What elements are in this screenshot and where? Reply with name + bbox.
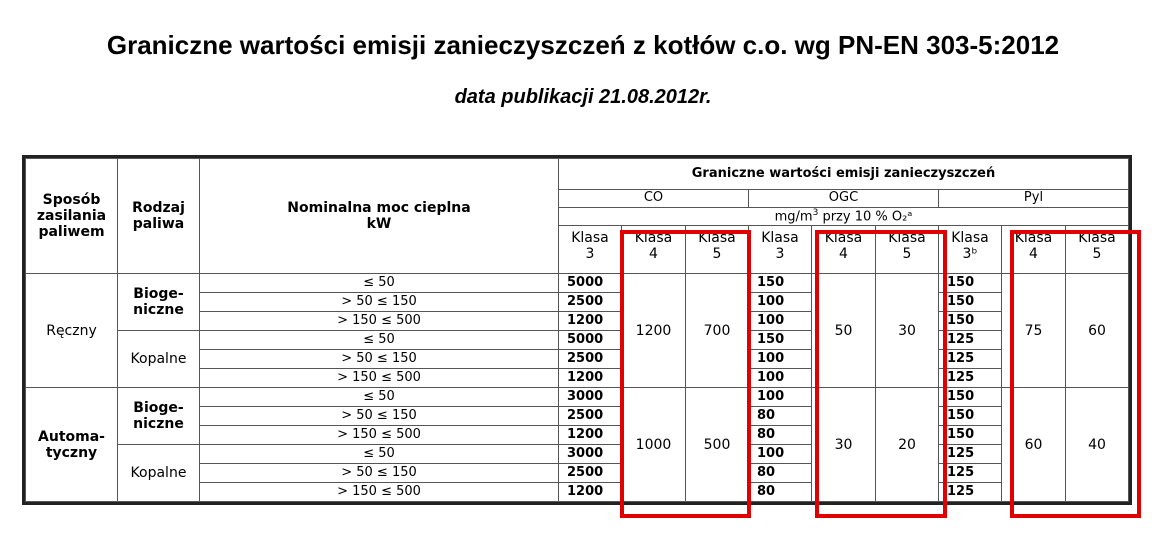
header-co-klasa4: Klasa 4	[622, 226, 686, 274]
header-sposob: Sposób zasilania paliwem	[26, 159, 118, 274]
pyl-klasa3b-value: 150	[939, 274, 1002, 293]
co-klasa4-value: 1200	[622, 274, 686, 388]
co-klasa3-value: 1200	[559, 369, 622, 388]
table-row	[26, 445, 1129, 464]
co-klasa3-value: 1200	[559, 483, 622, 502]
pyl-klasa3b-value: 150	[939, 407, 1002, 426]
co-klasa3-value: 3000	[559, 445, 622, 464]
moc-value: ≤ 50	[200, 445, 559, 464]
pyl-klasa3b-value: 150	[939, 388, 1002, 407]
ogc-klasa3-value: 80	[749, 426, 812, 445]
pyl-klasa3b-value: 150	[939, 293, 1002, 312]
ogc-klasa3-value: 100	[749, 369, 812, 388]
moc-value: ≤ 50	[200, 331, 559, 350]
header-rodzaj: Rodzaj paliwa	[118, 159, 200, 274]
emission-limits-table	[25, 158, 1129, 502]
header-ogc-klasa4: Klasa 4	[812, 226, 876, 274]
header-pyl-klasa3b: Klasa 3ᵇ	[939, 226, 1002, 274]
header-pyl: Pyl	[939, 190, 1129, 208]
pyl-klasa5-value: 40	[1066, 388, 1129, 502]
moc-value: ≤ 50	[200, 274, 559, 293]
moc-value: > 150 ≤ 500	[200, 483, 559, 502]
page-title: Graniczne wartości emisji zanieczyszczeń z kotłów c.o. wg PN-EN 303-5:2012	[106, 30, 1060, 60]
co-klasa3-value: 2500	[559, 350, 622, 369]
rodzaj-biogeniczne: Bioge- niczne	[118, 388, 200, 445]
header-moc: Nominalna moc cieplna kW	[200, 159, 559, 274]
emission-table-frame	[22, 155, 1132, 505]
ogc-klasa3-value: 80	[749, 407, 812, 426]
co-klasa3-value: 2500	[559, 293, 622, 312]
moc-value: > 150 ≤ 500	[200, 369, 559, 388]
header-pyl-klasa4: Klasa 4	[1002, 226, 1066, 274]
pyl-klasa3b-value: 125	[939, 369, 1002, 388]
pyl-klasa3b-value: 125	[939, 483, 1002, 502]
pyl-klasa4-value: 60	[1002, 388, 1066, 502]
pyl-klasa5-value: 60	[1066, 274, 1129, 388]
sposob-automatyczny: Automa- tyczny	[26, 388, 118, 502]
pyl-klasa4-value: 75	[1002, 274, 1066, 388]
table-row	[26, 274, 1129, 293]
co-klasa3-value: 2500	[559, 464, 622, 483]
co-klasa3-value: 5000	[559, 274, 622, 293]
rodzaj-kopalne: Kopalne	[118, 445, 200, 502]
table-row	[26, 331, 1129, 350]
table-row	[26, 388, 1129, 407]
moc-value: > 150 ≤ 500	[200, 312, 559, 331]
pyl-klasa3b-value: 150	[939, 426, 1002, 445]
pyl-klasa3b-value: 125	[939, 445, 1002, 464]
ogc-klasa3-value: 100	[749, 350, 812, 369]
co-klasa5-value: 700	[686, 274, 749, 388]
page-subtitle: data publikacji 21.08.2012r.	[454, 86, 712, 108]
co-klasa3-value: 1200	[559, 312, 622, 331]
co-klasa3-value: 2500	[559, 407, 622, 426]
header-pyl-klasa5: Klasa 5	[1066, 226, 1129, 274]
pyl-klasa3b-value: 125	[939, 464, 1002, 483]
moc-value: > 50 ≤ 150	[200, 464, 559, 483]
ogc-klasa4-value: 30	[812, 388, 876, 502]
moc-value: ≤ 50	[200, 388, 559, 407]
ogc-klasa3-value: 100	[749, 388, 812, 407]
ogc-klasa3-value: 100	[749, 312, 812, 331]
ogc-klasa3-value: 80	[749, 483, 812, 502]
co-klasa3-value: 3000	[559, 388, 622, 407]
header-graniczne: Graniczne wartości emisji zanieczyszczeń	[559, 159, 1129, 190]
header-ogc-klasa5: Klasa 5	[876, 226, 939, 274]
moc-value: > 50 ≤ 150	[200, 350, 559, 369]
rodzaj-kopalne: Kopalne	[118, 331, 200, 388]
co-klasa5-value: 500	[686, 388, 749, 502]
ogc-klasa5-value: 20	[876, 388, 939, 502]
ogc-klasa3-value: 100	[749, 445, 812, 464]
header-unit: $mg/m^3$ przy 10 % O₂ᵃ	[559, 208, 1129, 226]
ogc-klasa3-value: 80	[749, 464, 812, 483]
pyl-klasa3b-value: 125	[939, 350, 1002, 369]
rodzaj-biogeniczne: Bioge- niczne	[118, 274, 200, 331]
header-co: CO	[559, 190, 749, 208]
moc-value: > 50 ≤ 150	[200, 293, 559, 312]
ogc-klasa3-value: 150	[749, 274, 812, 293]
ogc-klasa3-value: 150	[749, 331, 812, 350]
moc-value: > 150 ≤ 500	[200, 426, 559, 445]
co-klasa3-value: 1200	[559, 426, 622, 445]
co-klasa3-value: 5000	[559, 331, 622, 350]
header-co-klasa3: Klasa 3	[559, 226, 622, 274]
sposob-reczny: Ręczny	[26, 274, 118, 388]
ogc-klasa5-value: 30	[876, 274, 939, 388]
ogc-klasa3-value: 100	[749, 293, 812, 312]
header-ogc: OGC	[749, 190, 939, 208]
ogc-klasa4-value: 50	[812, 274, 876, 388]
pyl-klasa3b-value: 125	[939, 331, 1002, 350]
moc-value: > 50 ≤ 150	[200, 407, 559, 426]
header-co-klasa5: Klasa 5	[686, 226, 749, 274]
co-klasa4-value: 1000	[622, 388, 686, 502]
pyl-klasa3b-value: 150	[939, 312, 1002, 331]
header-ogc-klasa3: Klasa 3	[749, 226, 812, 274]
